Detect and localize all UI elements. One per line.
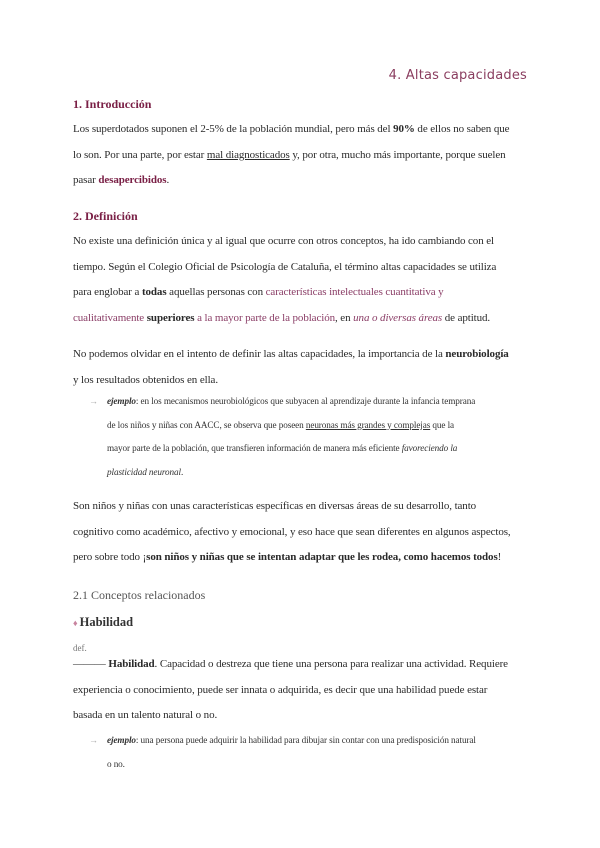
highlight-phrase: a la mayor parte de la población bbox=[194, 311, 335, 324]
highlight-term: desapercibidos bbox=[98, 174, 167, 186]
bold-term: superiores bbox=[146, 311, 195, 324]
text-line: tiempo. Según el Colegio Oficial de Psicología de Cataluña, el término altas capacidades se utiliza bbox=[73, 260, 497, 273]
definition-paragraph bbox=[73, 652, 528, 729]
text-run: de los niños y niñas con AACC, se observa que poseen bbox=[107, 419, 306, 430]
text-run: No podemos olvidar en el intento de definir las altas capacidades, la importancia de la bbox=[73, 348, 446, 360]
section-2-title: 2. Definición bbox=[73, 209, 138, 223]
text-run: mayor parte de la población, que transfieren información de manera más eficiente bbox=[107, 443, 402, 453]
text-run: aquellas personas con bbox=[166, 286, 266, 298]
text-run: que la bbox=[430, 419, 455, 430]
section-2-paragraph-1 bbox=[73, 229, 528, 331]
text-run: . bbox=[180, 466, 184, 477]
text-line: cognitivo como académico, afectivo y emocional, y eso hace que sean diferentes en algunos aspectos, bbox=[73, 525, 511, 538]
arrow-icon: → bbox=[89, 396, 98, 406]
text-run: de aptitud. bbox=[442, 311, 491, 324]
text-run: , en bbox=[335, 311, 354, 324]
example-label: ejemplo bbox=[107, 396, 136, 406]
bold-term: neurobiología bbox=[445, 348, 509, 360]
text-run: : una persona puede adquirir la habilidad para dibujar sin contar con una predisposición natural bbox=[135, 735, 476, 745]
highlight-phrase: cualitativamente bbox=[73, 311, 147, 324]
text-run: pero sobre todo ¡ bbox=[73, 551, 147, 563]
subsection-title: 2.1 Conceptos relacionados bbox=[73, 588, 206, 602]
text-line: experiencia o conocimiento, puede ser innata o adquirida, es decir que una habilidad puede estar bbox=[73, 683, 488, 696]
arrow-icon: → bbox=[89, 735, 98, 745]
text-run: . bbox=[166, 174, 170, 186]
highlight-phrase: características intelectuales cuantitativa y bbox=[265, 286, 444, 298]
example-block-1 bbox=[107, 390, 532, 484]
text-run: Los superdotados suponen el 2-5% de la población mundial, pero más del bbox=[73, 123, 394, 135]
text-run: ! bbox=[497, 551, 502, 563]
text-run: y, por otra, mucho más importante, porque suelen bbox=[289, 148, 506, 161]
italic-phrase: una o diversas áreas bbox=[353, 311, 443, 324]
text-line: basada en un talento natural o no. bbox=[73, 709, 218, 721]
text-line: y los resultados obtenidos en ella. bbox=[73, 373, 218, 386]
text-run: pasar bbox=[73, 174, 99, 186]
bold-term: Habilidad bbox=[108, 658, 155, 670]
text-line: o no. bbox=[107, 758, 125, 769]
text-line: No existe una definición única y al igual que ocurre con otros conceptos, ha ido cambiando con el bbox=[73, 235, 494, 247]
highlight-percent: 90% bbox=[393, 123, 415, 135]
text-run: para englobar a bbox=[73, 286, 142, 298]
text-line: Son niños y niñas con unas características específicas en diversas áreas de su desarrollo, tanto bbox=[73, 500, 477, 512]
section-1-paragraph bbox=[73, 117, 528, 194]
diamond-icon: ♦ bbox=[73, 618, 78, 628]
concept-heading bbox=[73, 615, 133, 630]
example-label: ejemplo bbox=[107, 735, 136, 745]
page-header-title: 4. Altas capacidades bbox=[388, 68, 527, 83]
italic-phrase: plasticidad neuronal bbox=[107, 466, 181, 477]
concept-heading-label: Habilidad bbox=[79, 615, 134, 629]
text-run: : en los mecanismos neurobiológicos que subyacen al aprendizaje durante la infancia temprana bbox=[135, 396, 476, 406]
definition-label: def. bbox=[73, 643, 87, 653]
text-run: de ellos no saben que bbox=[414, 123, 510, 135]
section-1-title: 1. Introducción bbox=[73, 97, 152, 111]
italic-phrase: favoreciendo la bbox=[401, 443, 458, 453]
section-2-paragraph-3 bbox=[73, 494, 528, 571]
underlined-term: mal diagnosticados bbox=[206, 148, 290, 161]
example-block-2 bbox=[107, 729, 532, 776]
bold-term: todas bbox=[141, 286, 167, 298]
bold-phrase: son niños y niñas que se intentan adaptar que les rodea, como hacemos todos bbox=[146, 551, 498, 563]
section-2-paragraph-2 bbox=[73, 342, 528, 393]
underlined-term: neuronas más grandes y complejas bbox=[305, 419, 431, 430]
text-run: lo son. Por una parte, por estar bbox=[73, 148, 207, 161]
text-run: . Capacidad o destreza que tiene una persona para realizar una actividad. Requiere bbox=[154, 658, 508, 670]
text-run: ——— bbox=[73, 658, 109, 670]
